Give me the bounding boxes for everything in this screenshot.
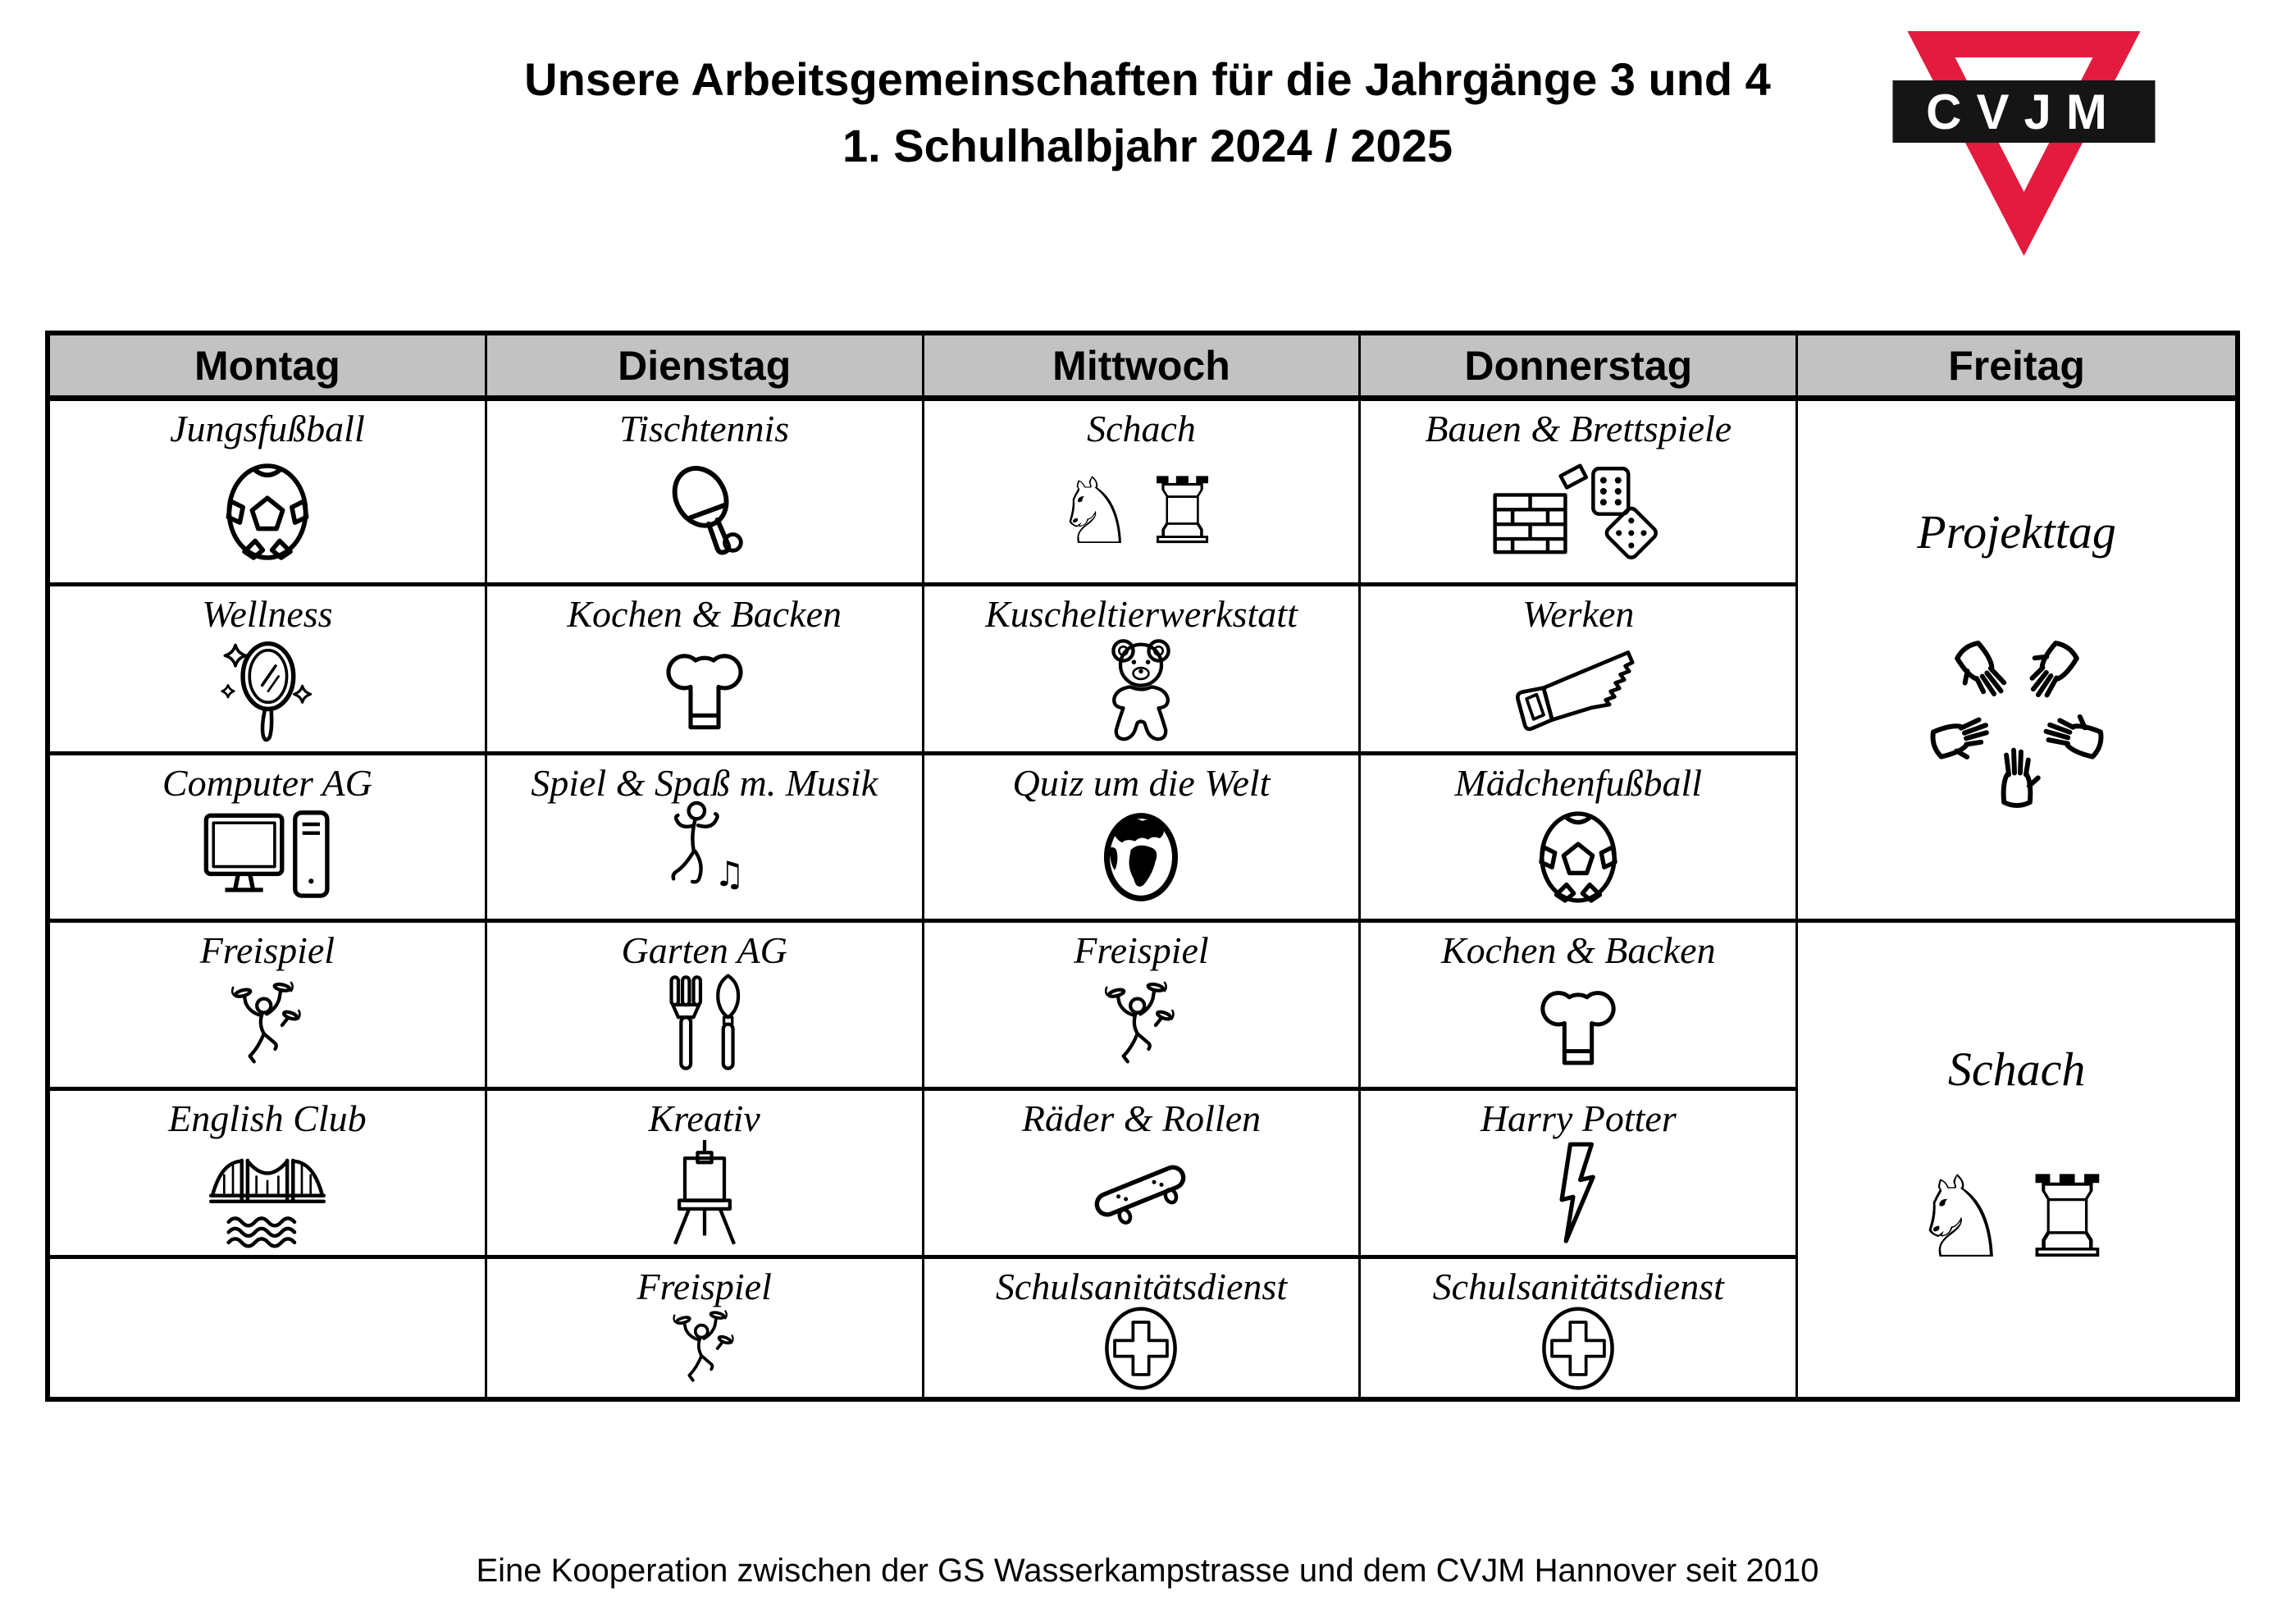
- hands-circle-icon: [1923, 625, 2110, 812]
- first-aid-cross-icon: [1098, 1308, 1184, 1389]
- activity-label: Schulsanitätsdienst: [1432, 1266, 1724, 1307]
- activity-label: Projekttag: [1917, 505, 2116, 559]
- activity-label: Bauen & Brettspiele: [1425, 408, 1732, 449]
- cell-montag-empty: [50, 1259, 487, 1397]
- cvjm-logo-icon: [1882, 10, 2165, 272]
- cell-mittwoch-freispiel: [924, 923, 1362, 1091]
- activity-label: Spiel & Spaß m. Musik: [531, 762, 878, 804]
- activity-label: Räder & Rollen: [1021, 1097, 1262, 1139]
- cell-freitag-projekttag: [1798, 401, 2235, 923]
- cell-mittwoch-quiz-um-die-welt: [924, 755, 1362, 923]
- logo-text: CVJM: [1926, 84, 2122, 139]
- chess-glyphs: ♘♖: [1054, 458, 1229, 566]
- day-label: Freitag: [1948, 342, 2085, 389]
- cell-donnerstag-bauen-brettspiele: [1361, 401, 1798, 586]
- first-aid-cross-icon: [1535, 1308, 1621, 1389]
- day-header-freitag: [1798, 335, 2235, 401]
- cell-dienstag-garten-ag: [487, 923, 924, 1091]
- globe-icon: [1097, 805, 1184, 910]
- cell-donnerstag-werken: [1361, 586, 1798, 755]
- activity-label: Schulsanitätsdienst: [995, 1266, 1288, 1307]
- hand-mirror-sparkles-icon: [219, 636, 316, 743]
- day-header-mittwoch: [924, 335, 1362, 401]
- soccer-ball-icon: [221, 450, 313, 574]
- activity-label: Freispiel: [199, 929, 335, 971]
- page-title-line2: 1. Schulhalbjahr 2024 / 2025: [842, 120, 1453, 172]
- desktop-computer-icon: [202, 805, 333, 910]
- juggling-figure-icon: [1088, 972, 1193, 1079]
- day-label: Mittwoch: [1052, 342, 1230, 389]
- activity-label: Freispiel: [636, 1266, 772, 1307]
- cell-montag-freispiel: [50, 923, 487, 1091]
- cell-dienstag-kochen-backen: [487, 586, 924, 755]
- cell-donnerstag-harry-potter: [1361, 1091, 1798, 1259]
- juggling-figure-icon: [215, 972, 320, 1079]
- cell-donnerstag-maedchenfussball: [1361, 755, 1798, 923]
- cell-montag-computer-ag: [50, 755, 487, 923]
- table-tennis-paddle-icon: [652, 450, 757, 574]
- day-header-montag: [50, 335, 487, 401]
- activity-label: Harry Potter: [1480, 1097, 1677, 1139]
- cell-dienstag-spiel-spass-musik: [487, 755, 924, 923]
- activity-label: Quiz um die Welt: [1012, 762, 1271, 804]
- easel-icon: [655, 1140, 754, 1247]
- cell-mittwoch-kuscheltierwerkstatt: [924, 586, 1362, 755]
- cell-montag-english-club: [50, 1091, 487, 1259]
- day-header-donnerstag: [1361, 335, 1798, 401]
- cell-mittwoch-schulsanitaetsdienst: [924, 1259, 1362, 1397]
- activity-label: Kochen & Backen: [567, 593, 842, 635]
- day-header-dienstag: [487, 335, 924, 401]
- activity-label: Computer AG: [162, 762, 372, 804]
- cell-mittwoch-raeder-rollen: [924, 1091, 1362, 1259]
- cvjm-logo: [1882, 10, 2165, 272]
- activity-label: Kreativ: [648, 1097, 760, 1139]
- activity-label: Werken: [1522, 593, 1635, 635]
- activity-label: Jungsfußball: [170, 408, 365, 449]
- day-label: Donnerstag: [1464, 342, 1693, 389]
- brick-wall-and-dice-icon: [1490, 450, 1667, 574]
- cooperation-footer-text: Eine Kooperation zwischen der GS Wasserkampstrasse und dem CVJM Hannover seit 2010: [476, 1553, 1819, 1589]
- cell-montag-jungsfussball: [50, 401, 487, 586]
- activity-label: Tischtennis: [619, 408, 790, 449]
- day-label: Montag: [194, 342, 340, 389]
- dancing-figure-music-note-icon: [650, 805, 759, 910]
- cell-mittwoch-schach: [924, 401, 1362, 586]
- activity-label: Mädchenfußball: [1454, 762, 1703, 804]
- garden-fork-and-trowel-icon: [656, 972, 753, 1079]
- page-title-line1: Unsere Arbeitsgemeinschaften für die Jahrgänge 3 und 4: [524, 53, 1771, 105]
- activity-label: Schach: [1947, 1042, 2086, 1096]
- activity-label: Garten AG: [621, 929, 787, 971]
- activity-label: Freispiel: [1074, 929, 1209, 971]
- weekly-schedule-table: [45, 331, 2240, 1402]
- activity-label: Kochen & Backen: [1440, 929, 1716, 971]
- activity-label: Wellness: [202, 593, 333, 635]
- suspension-bridge-icon: [205, 1140, 330, 1247]
- cell-dienstag-tischtennis: [487, 401, 924, 586]
- soccer-ball-icon: [1535, 805, 1622, 910]
- day-label: Dienstag: [618, 342, 792, 389]
- chess-glyphs: ♘♖: [1909, 1152, 2124, 1284]
- activity-label: Kuscheltierwerkstatt: [985, 593, 1298, 635]
- cell-dienstag-kreativ: [487, 1091, 924, 1259]
- lightning-bolt-icon: [1546, 1140, 1610, 1247]
- activity-label: English Club: [168, 1097, 367, 1139]
- cell-donnerstag-kochen-backen: [1361, 923, 1798, 1091]
- activity-label: Schach: [1087, 408, 1196, 449]
- juggling-figure-icon: [659, 1308, 751, 1389]
- hand-saw-icon: [1513, 636, 1644, 743]
- skateboard-icon: [1081, 1140, 1201, 1247]
- chess-pieces-icon: [1909, 1152, 2124, 1284]
- cell-donnerstag-schulsanitaetsdienst: [1361, 1259, 1798, 1397]
- chef-hat-icon: [1537, 972, 1619, 1079]
- chess-pieces-icon: [1054, 450, 1229, 574]
- chef-hat-icon: [663, 636, 746, 743]
- cell-dienstag-freispiel: [487, 1259, 924, 1397]
- teddy-bear-icon: [1095, 636, 1187, 743]
- cell-montag-wellness: [50, 586, 487, 755]
- cell-freitag-schach: [1798, 923, 2235, 1397]
